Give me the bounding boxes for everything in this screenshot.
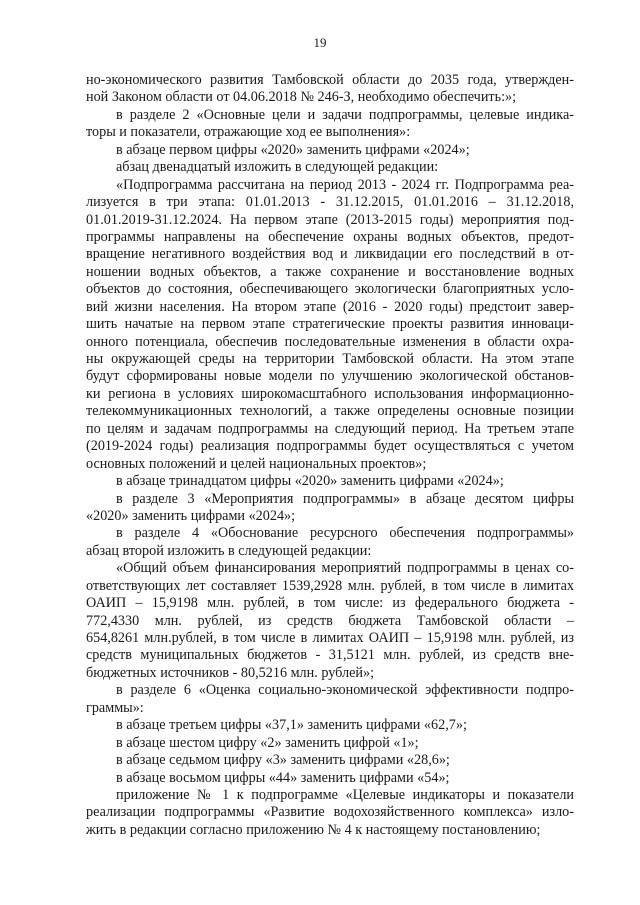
text-line: телекоммуникационных технологий, а также определены основные позиции <box>86 403 574 420</box>
text-line: в абзаце третьем цифры «37,1» заменить цифрами «62,7»; <box>116 717 467 734</box>
text-line: граммы»: <box>86 699 144 716</box>
text-line: приложение № 1 к подпрограмме «Целевые индикаторы и показатели <box>116 786 574 803</box>
text-line: ОАИП – 15,9198 млн. рублей, в том числе: из федерального бюджета - <box>86 595 574 612</box>
document-body <box>86 72 574 839</box>
text-line: ки региона в условиях широкомасштабного использования информационно- <box>86 385 574 402</box>
text-line: средств муниципальных бюджетов - 31,5121 млн. рублей, из средств вне- <box>86 647 574 664</box>
text-line: «Общий объем финансирования мероприятий подпрограммы в ценах со- <box>116 560 574 577</box>
text-line: лизуется в три этапа: 01.01.2013 - 31.12.2015, 01.01.2016 – 31.12.2018, <box>86 194 574 211</box>
text-line: в разделе 4 «Обоснование ресурсного обеспечения подпрограммы» <box>116 525 574 542</box>
text-line: абзац двенадцатый изложить в следующей редакции: <box>116 159 439 176</box>
text-line: в абзаце тринадцатом цифры «2020» заменить цифрами «2024»; <box>116 473 504 490</box>
text-line: в разделе 2 «Основные цели и задачи подпрограммы, целевые индика- <box>116 106 574 123</box>
text-line: объектов до состояния, обеспечивающего экологически благоприятных усло- <box>86 281 574 298</box>
text-line: жить в редакции согласно приложению № 4 к настоящему постановлению; <box>86 821 541 838</box>
text-line: бюджетных источников - 80,5216 млн. рублей»; <box>86 664 375 681</box>
text-line: ны окружающей среды на территории Тамбовской области. На этом этапе <box>86 351 574 367</box>
text-line: основных положений и целей национальных проектов»; <box>86 455 427 472</box>
text-line: (2019-2024 годы) реализация подпрограммы будет осуществляться с учетом <box>86 438 574 455</box>
text-line: программы направлены на обеспечение охраны водных объектов, предот- <box>86 228 574 245</box>
page-number: 19 <box>313 35 327 50</box>
text-line: по целям и задачам подпрограммы на следующий период. На третьем этапе <box>86 420 574 437</box>
text-line: ной Законом области от 04.06.2018 № 246-З, необходимо обеспечить:»; <box>86 89 517 106</box>
text-line: в разделе 3 «Мероприятия подпрограммы» в абзаце десятом цифры <box>116 490 574 507</box>
text-line: будут сформированы новые модели по улучшению экологической обстанов- <box>86 368 574 385</box>
text-line: в разделе 6 «Оценка социально-экономической эффективности подпро- <box>116 682 574 699</box>
text-line: торы и показатели, отражающие ход ее выполнения»: <box>86 124 411 141</box>
text-line: 772,4330 млн. рублей, из средств бюджета Тамбовской области – <box>86 612 574 629</box>
text-line: в абзаце восьмом цифры «44» заменить цифрами «54»; <box>116 769 450 786</box>
text-line: в абзаце седьмом цифру «3» заменить цифрами «28,6»; <box>116 752 450 769</box>
text-line: вий жизни населения. На втором этапе (2016 - 2020 годы) предстоит завер- <box>86 298 574 315</box>
text-line: шить начатые на первом этапе стратегические проекты развития инноваци- <box>86 316 574 333</box>
text-line: 01.01.2019-31.12.2024. На первом этапе (2013-2015 годы) мероприятия под- <box>86 211 574 228</box>
text-line: но-экономического развития Тамбовской области до 2035 года, утвержден- <box>86 72 574 88</box>
text-line: «Подпрограмма рассчитана на период 2013 - 2024 гг. Подпрограмма реа- <box>116 176 574 193</box>
text-line: 654,8261 млн.рублей, в том числе в лимитах ОАИП – 15,9198 млн. рублей, из <box>86 630 574 646</box>
text-line: абзац второй изложить в следующей редакции: <box>86 542 372 559</box>
text-line: ответствующих лет составляет 1539,2928 млн. рублей, в том числе в лимитах <box>86 577 574 594</box>
text-line: реализации подпрограммы «Развитие водохозяйственного комплекса» изло- <box>86 804 574 821</box>
text-line: в абзаце шестом цифру «2» заменить цифрой «1»; <box>116 734 419 751</box>
text-line: вращение негативного воздействия вод и ликвидации его последствий в от- <box>86 246 574 263</box>
text-line: «2020» заменить цифрами «2024»; <box>86 507 296 524</box>
text-line: в абзаце первом цифры «2020» заменить цифрами «2024»; <box>116 141 470 158</box>
text-line: ношении водных объектов, а также сохранение и восстановление водных <box>86 263 574 280</box>
text-line: онного потенциала, обеспечив последовательные изменения в области охра- <box>86 333 574 350</box>
